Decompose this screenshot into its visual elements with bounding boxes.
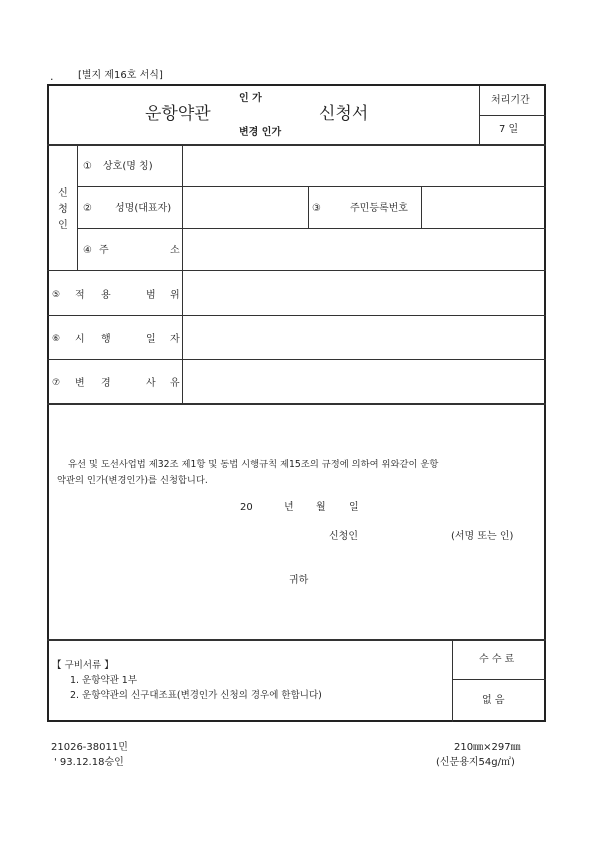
- document-item: 2. 운항약관의 신구대조표(변경인가 신청의 경우에 한합니다): [70, 690, 322, 701]
- date-year: 20: [240, 502, 253, 513]
- processing-label: 처리기간: [491, 95, 530, 106]
- signature-hint: (서명 또는 인): [451, 531, 514, 542]
- date-day-unit: 일: [349, 502, 359, 513]
- document-item: 1. 운항약관 1부: [70, 675, 138, 686]
- change-reason-input[interactable]: [184, 361, 544, 402]
- row-char: 자: [170, 334, 180, 345]
- row-char: 행: [101, 334, 111, 345]
- form-code: 21026-38011민: [51, 742, 128, 753]
- address-num: ④: [83, 245, 92, 256]
- company-num: ①: [83, 161, 92, 172]
- paper-size: 210㎜×297㎜: [454, 742, 521, 753]
- scope-input[interactable]: [184, 272, 544, 314]
- processing-value: 7 일: [499, 124, 519, 135]
- approval-date: ' 93.12.18승인: [54, 757, 124, 768]
- row-char: 경: [101, 378, 111, 389]
- title-main-left: 운항약관: [145, 104, 211, 124]
- name-input[interactable]: [184, 189, 306, 227]
- row-num: ⑥: [52, 334, 61, 344]
- resident-input[interactable]: [423, 189, 544, 227]
- row-char: 적: [75, 290, 85, 301]
- addressee: 귀하: [289, 575, 309, 586]
- applicant-section-label: 신 청 인: [58, 188, 68, 231]
- date-month-unit: 월: [316, 502, 326, 513]
- approval-bottom: 변경 인가: [239, 127, 282, 138]
- documents-title: 【 구비서류 】: [52, 660, 114, 671]
- row-char: 시: [75, 334, 85, 345]
- date-year-unit: 년: [284, 502, 294, 513]
- fee-label: 수 수 료: [479, 654, 515, 665]
- row-num: ⑤: [52, 290, 61, 300]
- resident-num: ③: [312, 203, 321, 214]
- row-char: 범: [146, 290, 156, 301]
- address-label-b: 소: [170, 245, 180, 256]
- address-input[interactable]: [184, 230, 544, 269]
- statement-line1: 유선 및 도선사업법 제32조 제1항 및 동법 시행규칙 제15조의 규정에 의하여 위와같이 운항: [68, 459, 439, 470]
- row-char: 위: [170, 290, 180, 301]
- row-char: 변: [75, 378, 85, 389]
- effective-date-input[interactable]: [184, 317, 544, 358]
- title-main-right: 신청서: [319, 104, 369, 124]
- name-num: ②: [83, 203, 92, 214]
- address-label-a: 주: [99, 245, 109, 256]
- row-char: 용: [101, 290, 111, 301]
- row-num: ⑦: [52, 378, 61, 388]
- applicant-signature-label: 신청인: [329, 531, 358, 542]
- row-char: 사: [146, 378, 156, 389]
- fee-value: 없 음: [482, 695, 505, 706]
- name-label: 성명(대표자): [115, 203, 172, 214]
- resident-label: 주민등록번호: [350, 203, 408, 214]
- approval-top: 인 가: [239, 93, 262, 104]
- row-char: 유: [170, 378, 180, 389]
- header-dot: .: [50, 70, 54, 83]
- paper-type: (신문용지54g/㎡): [436, 757, 515, 768]
- company-label: 상호(명 칭): [103, 161, 153, 172]
- statement-line2: 약관의 인가(변경인가)를 신청합니다.: [57, 475, 208, 486]
- company-input[interactable]: [184, 147, 544, 185]
- row-char: 일: [146, 334, 156, 345]
- form-number: [별지 제16호 서식]: [78, 70, 163, 81]
